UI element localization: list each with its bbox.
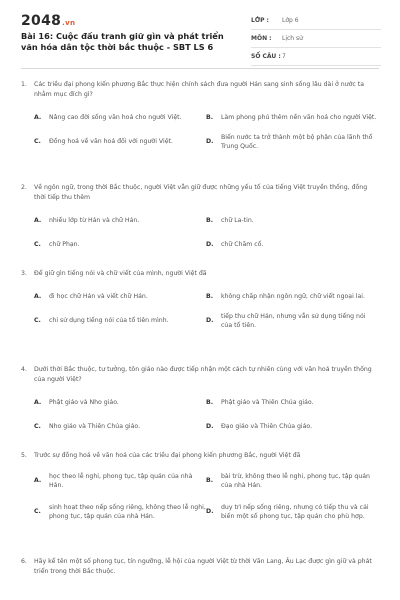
- question-3: [21, 269, 379, 333]
- option-b[interactable]: [206, 209, 378, 233]
- option-letter: D.: [206, 138, 214, 146]
- option-text: Đồng hoá về văn hoá đối với người Việt.: [49, 138, 173, 146]
- option-letter: A.: [34, 477, 42, 485]
- options-grid: [34, 106, 379, 154]
- option-d[interactable]: [206, 495, 378, 529]
- option-c[interactable]: [34, 415, 206, 439]
- option-text: Đạo giáo và Thiên Chúa giáo.: [221, 423, 313, 431]
- question-text: Hãy kể tên một số phong tục, tín ngưỡng, lễ hội của người Việt từ thời Văn Lang, Âu Lạc được gìn giữ và phát triển trong thời Bắc thuộc.: [34, 558, 372, 575]
- question-5: [21, 451, 379, 529]
- option-text: duy trì nếp sống riêng, nhưng có tiếp thu và cải biến một số phong tục, tập quán cho phù hợp.: [221, 503, 369, 520]
- question-number: 1.: [21, 81, 27, 88]
- option-a[interactable]: [34, 391, 206, 415]
- meta-key: MÔN :: [251, 35, 272, 42]
- option-c[interactable]: [34, 233, 206, 257]
- question-number: 6.: [21, 558, 27, 565]
- meta-value: Lớp 6: [282, 17, 299, 24]
- option-text: chữ Phạn.: [49, 241, 80, 249]
- option-b[interactable]: [206, 106, 378, 130]
- question-stem: [21, 557, 379, 577]
- option-text: Nho giáo và Thiên Chúa giáo.: [49, 423, 141, 431]
- site-logo[interactable]: [21, 13, 75, 29]
- option-a[interactable]: [34, 285, 206, 309]
- meta-row-subject: [251, 30, 381, 48]
- question-number: 2.: [21, 184, 27, 191]
- option-letter: A.: [34, 114, 42, 122]
- meta-row-class: [251, 12, 381, 30]
- meta-key: LỚP :: [251, 17, 269, 24]
- option-text: đi học chữ Hán và viết chữ Hán.: [49, 293, 148, 301]
- options-grid: [34, 467, 379, 529]
- option-letter: A.: [34, 217, 42, 225]
- question-stem: [21, 80, 379, 100]
- meta-value: Lịch sử: [282, 35, 303, 42]
- question-number: 3.: [21, 270, 27, 277]
- option-letter: C.: [34, 508, 41, 516]
- option-letter: A.: [34, 293, 42, 301]
- option-text: chữ La-tin.: [221, 217, 254, 225]
- question-1: [21, 80, 379, 154]
- question-text: Về ngôn ngữ, trong thời Bắc thuộc, người Việt vẫn giữ được những yếu tố của tiếng Việt truyền thống, đồng thời tiếp thu thêm: [34, 184, 368, 201]
- option-text: không chấp nhận ngôn ngữ, chữ viết ngoại lai.: [221, 293, 365, 301]
- question-number: 4.: [21, 366, 27, 373]
- option-text: nhiều lớp từ Hán và chữ Hán.: [49, 217, 140, 225]
- option-c[interactable]: [34, 130, 206, 154]
- options-grid: [34, 285, 379, 333]
- option-d[interactable]: [206, 309, 378, 333]
- question-text: Dưới thời Bắc thuộc, tư tưởng, tôn giáo nào được tiếp nhận một cách tự nhiên cùng với văn hoá truyền thống của người Việt?: [34, 366, 372, 383]
- option-letter: D.: [206, 317, 214, 325]
- options-grid: [34, 209, 379, 257]
- option-text: Biến nước ta trở thành một bộ phận của lãnh thổ Trung Quốc.: [221, 133, 373, 150]
- option-a[interactable]: [34, 209, 206, 233]
- option-text: Làm phong phú thêm nền văn hoá cho người Việt.: [221, 114, 377, 122]
- option-c[interactable]: [34, 309, 206, 333]
- option-a[interactable]: [34, 467, 206, 495]
- option-d[interactable]: [206, 130, 378, 154]
- question-number: 5.: [21, 452, 27, 459]
- option-letter: C.: [34, 317, 41, 325]
- option-text: Phật giáo và Nho giáo.: [49, 399, 119, 407]
- question-2: [21, 183, 379, 257]
- question-6: [21, 557, 379, 577]
- option-text: sinh hoạt theo nếp sống riêng, không theo lễ nghi, phong tục, tập quán của nhà Hán.: [49, 503, 206, 520]
- question-stem: [21, 365, 379, 385]
- option-text: bài trừ, không theo lễ nghi, phong tục, tập quán của nhà Hán.: [221, 472, 370, 489]
- option-letter: A.: [34, 399, 42, 407]
- option-letter: B.: [206, 114, 214, 122]
- option-letter: D.: [206, 508, 214, 516]
- option-letter: D.: [206, 241, 214, 249]
- option-letter: C.: [34, 241, 41, 249]
- option-a[interactable]: [34, 106, 206, 130]
- logo-text: 2048: [21, 13, 62, 29]
- question-text: Để giữ gìn tiếng nói và chữ viết của mình, người Việt đã: [34, 270, 207, 277]
- question-stem: [21, 269, 379, 279]
- question-text: Trước sự đồng hoá về văn hoá của các triều đại phong kiến phương Bắc, người Việt đã: [34, 452, 301, 459]
- meta-table: [251, 12, 381, 66]
- meta-row-count: [251, 48, 381, 66]
- option-letter: C.: [34, 138, 41, 146]
- option-text: Phật giáo và Thiên Chúa giáo.: [221, 399, 314, 407]
- meta-value: 7: [282, 53, 286, 60]
- option-letter: B.: [206, 293, 214, 301]
- question-4: [21, 365, 379, 439]
- option-letter: D.: [206, 423, 214, 431]
- option-text: Nâng cao đời sống văn hoá cho người Việt.: [49, 114, 182, 122]
- option-text: tiếp thu chữ Hán, nhưng vẫn sử dụng tiếng nói của tổ tiên.: [221, 312, 366, 329]
- question-stem: [21, 451, 379, 461]
- option-letter: B.: [206, 217, 214, 225]
- question-stem: [21, 183, 379, 203]
- option-letter: B.: [206, 477, 214, 485]
- meta-key: SỐ CÂU :: [251, 53, 281, 60]
- option-text: học theo lễ nghi, phong tục, tập quán của nhà Hán.: [49, 472, 193, 489]
- option-d[interactable]: [206, 233, 378, 257]
- page-title: Bài 16: Cuộc đấu tranh giữ gìn và phát triển văn hóa dân tộc thời bắc thuộc - SBT LS 6: [21, 31, 224, 52]
- option-b[interactable]: [206, 285, 378, 309]
- option-d[interactable]: [206, 415, 378, 439]
- question-text: Các triều đại phong kiến phương Bắc thực hiện chính sách đưa người Hán sang sinh sống lâu dài ở nước ta nhằm mục đích gì?: [34, 81, 364, 98]
- option-text: chỉ sử dụng tiếng nói của tổ tiên mình.: [49, 317, 169, 325]
- option-b[interactable]: [206, 391, 378, 415]
- logo-suffix: .vn: [62, 19, 76, 27]
- option-letter: B.: [206, 399, 214, 407]
- option-c[interactable]: [34, 495, 206, 529]
- option-b[interactable]: [206, 467, 378, 495]
- header-divider: [21, 68, 379, 69]
- option-text: chữ Chăm cổ.: [221, 241, 264, 249]
- document-header: [0, 0, 400, 66]
- option-letter: C.: [34, 423, 41, 431]
- options-grid: [34, 391, 379, 439]
